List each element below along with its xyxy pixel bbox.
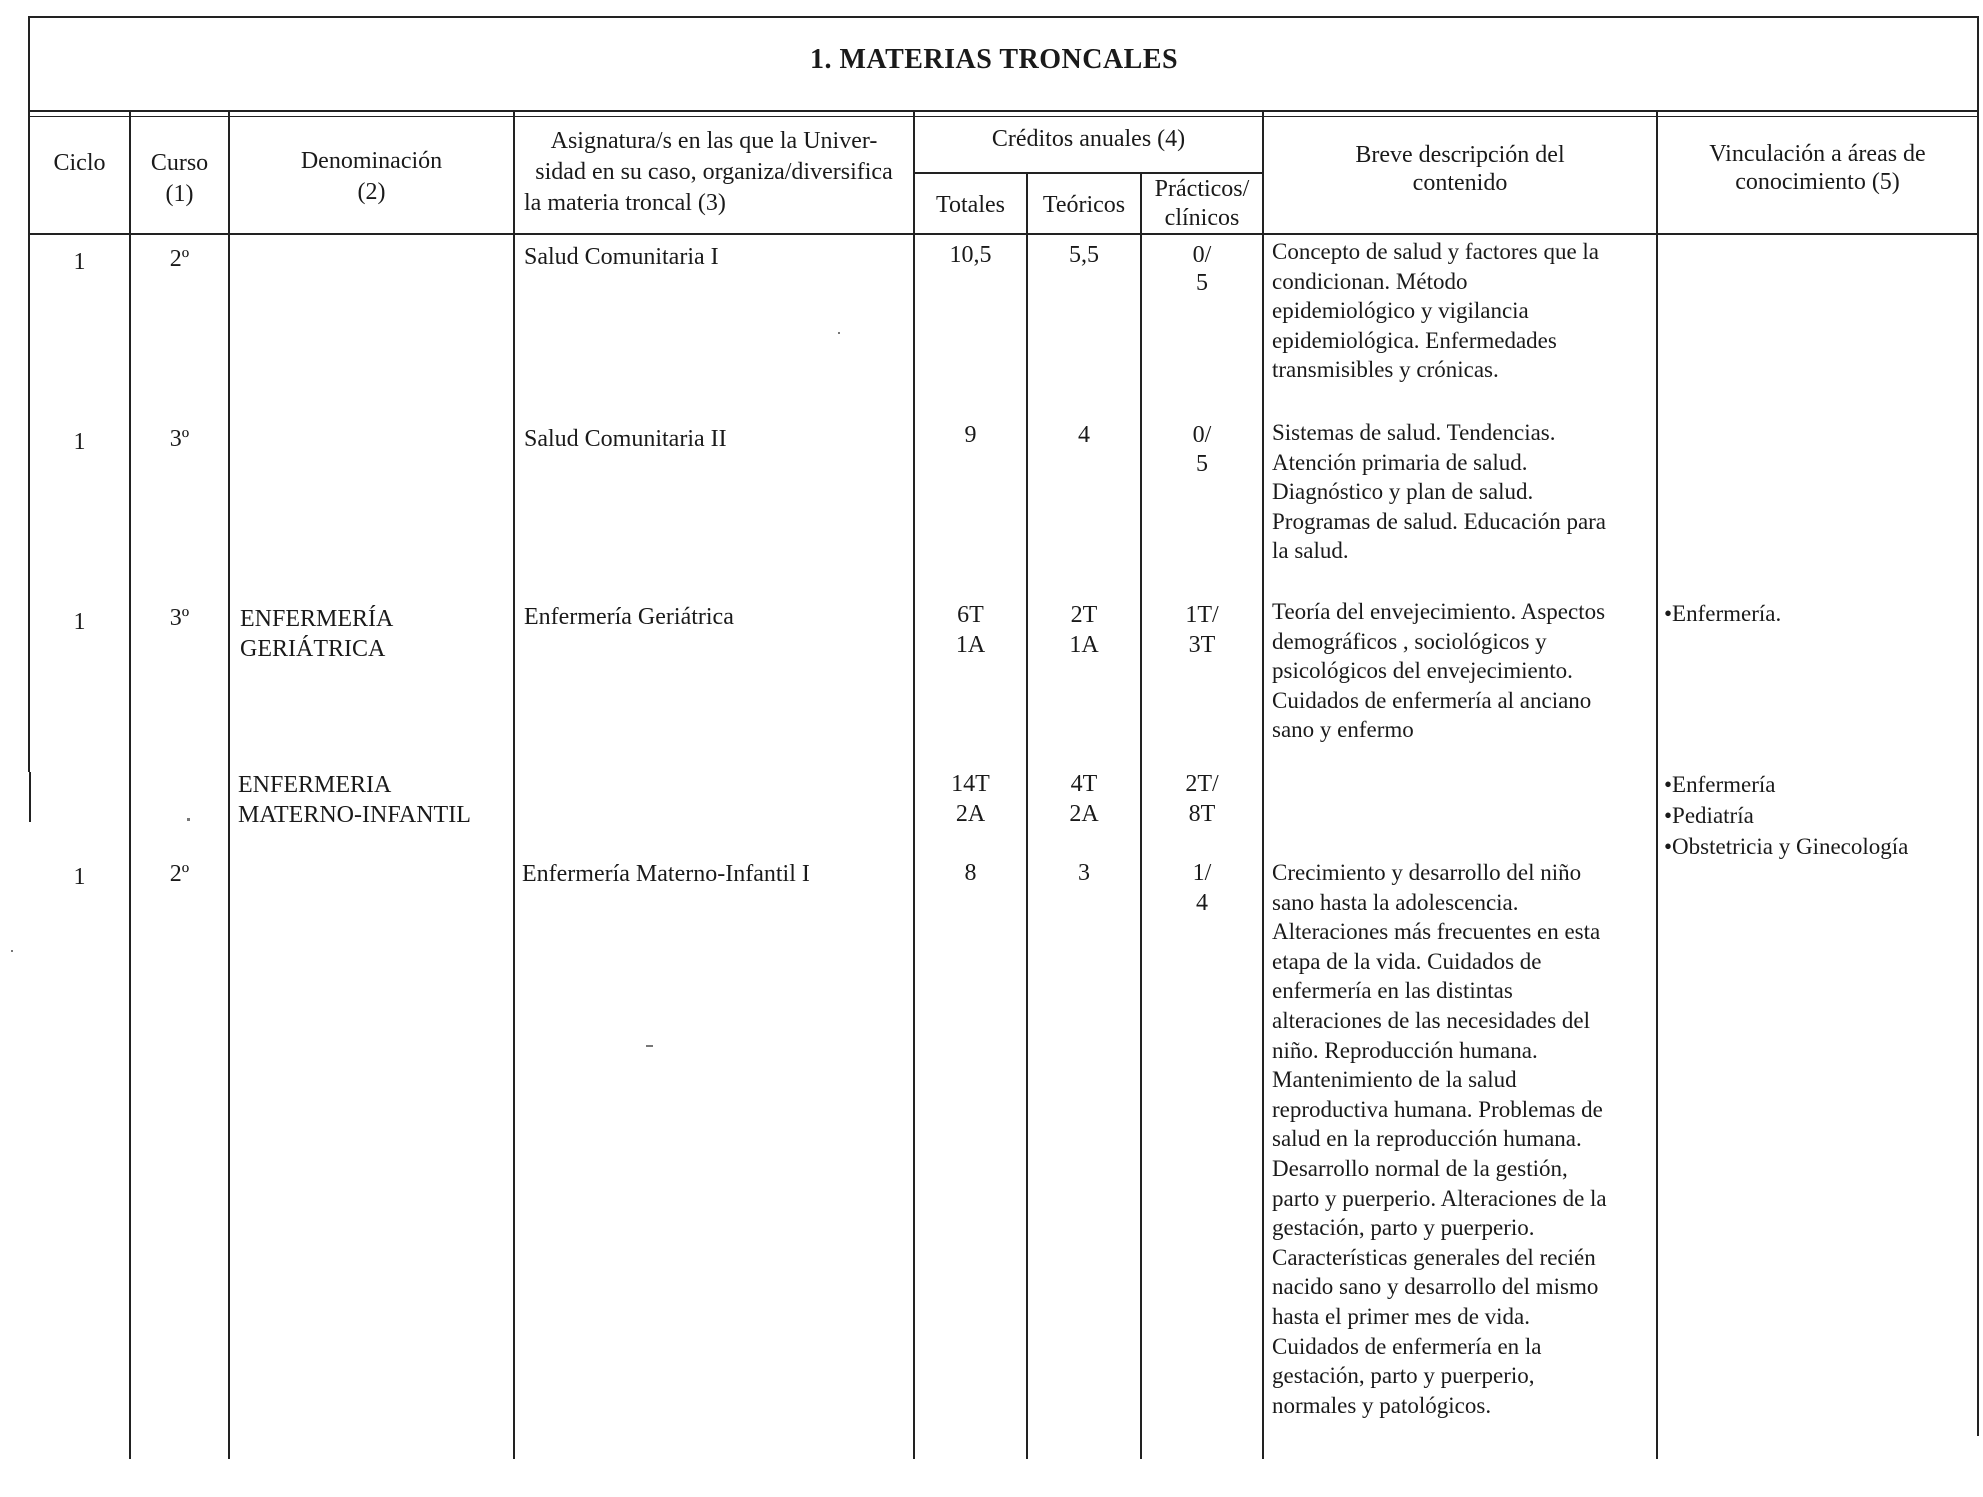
row2-totales: 9 <box>964 422 977 448</box>
row3-area-enfermeria: •Enfermería. <box>1664 601 1782 626</box>
row3-totales-1: 6T <box>957 602 984 628</box>
row5-descripcion-line: gestación, parto y puerperio. <box>1272 1215 1535 1241</box>
col-divider-denominacion <box>513 112 515 1459</box>
row5-descripcion-line: Características generales del recién <box>1272 1244 1596 1270</box>
table-right-border <box>1977 16 1979 1436</box>
header-practicos: Prácticos/ <box>1154 176 1250 202</box>
row5-descripcion-line: salud en la reproducción humana. <box>1272 1126 1582 1152</box>
row5-descripcion-line: enfermería en las distintas <box>1272 978 1513 1004</box>
row1-descripcion <box>1272 237 1599 385</box>
row3-curso: 3º <box>169 605 190 631</box>
row3-ciclo: 1 <box>73 609 86 635</box>
header-bottom-border <box>28 233 1978 235</box>
row2-descripcion-line: Atención primaria de salud. <box>1272 449 1528 475</box>
row5-descripcion-line: Cuidados de enfermería en la <box>1272 1333 1542 1359</box>
row5-descripcion-line: reproductiva humana. Problemas de <box>1272 1096 1603 1122</box>
row1-descripcion-line: epidemiológica. Enfermedades <box>1272 327 1557 353</box>
row1-practicos-2: 5 <box>1196 270 1208 296</box>
header-vinculacion: Vinculación a áreas de <box>1709 141 1926 167</box>
row3-denominacion-2: GERIÁTRICA <box>240 636 386 662</box>
row3-teoricos-2: 1A <box>1069 632 1099 658</box>
header-descripcion-2: contenido <box>1412 170 1508 196</box>
row3-denominacion-1: ENFERMERÍA <box>240 606 394 632</box>
header-descripcion: Breve descripción del <box>1355 142 1565 168</box>
row5-descripcion-line: Crecimiento y desarrollo del niño <box>1272 860 1582 885</box>
row4-practicos-2: 8T <box>1188 801 1216 827</box>
row1-totales: 10,5 <box>949 242 992 268</box>
col-divider-curso <box>228 112 230 1459</box>
row2-curso: 3º <box>169 426 190 452</box>
header-ciclo: Ciclo <box>53 150 106 176</box>
header-asignatura-line2: sidad en su caso, organiza/diversifica <box>535 159 893 185</box>
row5-practicos-2: 4 <box>1196 890 1208 916</box>
table-top-border <box>28 16 1978 18</box>
row2-asignatura: Salud Comunitaria II <box>524 426 727 452</box>
header-asignatura-line1: Asignatura/s en las que la Univer- <box>550 128 878 154</box>
row3-descripcion-line: Teoría del envejecimiento. Aspectos <box>1272 599 1606 624</box>
header-asignatura-line3: la materia troncal (3) <box>524 190 726 216</box>
row2-practicos-2: 5 <box>1196 451 1208 477</box>
header-denominacion: Denominación <box>300 148 443 174</box>
row5-descripcion <box>1272 858 1607 1420</box>
row4-teoricos-1: 4T <box>1070 771 1098 797</box>
header-vinculacion-2: conocimiento (5) <box>1735 169 1900 195</box>
scan-speck <box>646 1045 653 1047</box>
row4-areas <box>1664 769 1908 862</box>
row5-practicos-1: 1/ <box>1192 860 1212 886</box>
row2-ciclo: 1 <box>73 429 86 455</box>
row5-teoricos: 3 <box>1078 860 1090 886</box>
row3-descripcion-line: psicológicos del envejecimiento. <box>1272 658 1573 684</box>
scan-speck <box>187 818 190 821</box>
table-left-border-lower <box>29 772 31 822</box>
header-mid-border <box>28 116 1978 117</box>
row4-totales-1: 14T <box>951 771 990 797</box>
row3-practicos-2: 3T <box>1188 632 1216 658</box>
page-title: 1. MATERIAS TRONCALES <box>810 44 1179 75</box>
row1-descripcion-line: Concepto de salud y factores que la <box>1272 239 1599 264</box>
table-left-border <box>28 16 30 772</box>
area-item: •Pediatría <box>1664 803 1754 828</box>
title-bottom-border <box>28 110 1978 112</box>
row3-practicos-1: 1T/ <box>1185 602 1219 628</box>
row1-curso: 2º <box>169 246 190 272</box>
row3-descripcion-line: demográficos , sociológicos y <box>1272 628 1547 654</box>
row5-descripcion-line: niño. Reproducción humana. <box>1272 1037 1538 1063</box>
header-curso-note: (1) <box>165 181 194 207</box>
row3-descripcion-line: sano y enfermo <box>1272 717 1414 743</box>
row2-teoricos: 4 <box>1078 422 1090 448</box>
row5-ciclo: 1 <box>73 864 86 890</box>
row2-descripcion-line: Sistemas de salud. Tendencias. <box>1272 420 1556 445</box>
row4-practicos-1: 2T/ <box>1185 771 1219 797</box>
row5-descripcion-line: sano hasta la adolescencia. <box>1272 889 1519 915</box>
col-divider-ciclo <box>129 112 131 1459</box>
row1-descripcion-line: transmisibles y crónicas. <box>1272 357 1499 383</box>
row5-descripcion-line: alteraciones de las necesidades del <box>1272 1007 1591 1033</box>
row5-descripcion-line: gestación, parto y puerperio, <box>1272 1363 1535 1389</box>
col-divider-practicos <box>1262 112 1264 1459</box>
row5-descripcion-line: etapa de la vida. Cuidados de <box>1272 948 1542 974</box>
row1-asignatura: Salud Comunitaria I <box>524 244 719 270</box>
row1-descripcion-line: epidemiológico y vigilancia <box>1272 298 1529 324</box>
row1-practicos-1: 0/ <box>1192 242 1212 268</box>
row5-asignatura: Enfermería Materno-Infantil I <box>522 861 810 887</box>
row4-denominacion-1: ENFERMERIA <box>238 772 392 798</box>
row5-descripcion-line: Alteraciones más frecuentes en esta <box>1272 919 1601 945</box>
header-curso: Curso <box>150 150 209 176</box>
row5-descripcion-line: nacido sano y desarrollo del mismo <box>1272 1274 1599 1300</box>
row1-teoricos: 5,5 <box>1069 242 1099 268</box>
row2-descripcion <box>1272 418 1606 566</box>
row2-practicos-1: 0/ <box>1192 422 1212 448</box>
row1-descripcion-line: condicionan. Método <box>1272 268 1468 294</box>
area-item: •Enfermería <box>1664 772 1776 797</box>
area-item: •Obstetricia y Ginecología <box>1664 834 1909 859</box>
header-denominacion-note: (2) <box>357 179 386 205</box>
scan-speck <box>838 332 840 334</box>
header-teoricos: Teóricos <box>1042 192 1126 218</box>
row4-denominacion-2: MATERNO-INFANTIL <box>238 802 471 828</box>
row2-descripcion-line: la salud. <box>1272 538 1349 564</box>
row3-teoricos-1: 2T <box>1070 602 1098 628</box>
header-totales: Totales <box>936 192 1005 218</box>
row3-totales-2: 1A <box>955 632 986 658</box>
row5-descripcion-line: parto y puerperio. Alteraciones de la <box>1272 1185 1607 1211</box>
scan-speck <box>11 950 13 952</box>
row2-descripcion-line: Programas de salud. Educación para <box>1272 508 1607 534</box>
row2-descripcion-line: Diagnóstico y plan de salud. <box>1272 479 1534 505</box>
row3-descripcion <box>1272 597 1605 745</box>
row5-curso: 2º <box>169 861 190 887</box>
row4-teoricos-2: 2A <box>1069 801 1099 827</box>
row5-descripcion-line: hasta el primer mes de vida. <box>1272 1303 1531 1329</box>
row5-descripcion-line: Mantenimiento de la salud <box>1272 1067 1517 1093</box>
row5-totales: 8 <box>964 860 977 886</box>
row1-ciclo: 1 <box>73 249 86 275</box>
col-divider-descripcion <box>1656 112 1658 1459</box>
header-clinicos: clínicos <box>1164 205 1240 231</box>
header-creditos: Créditos anuales (4) <box>991 126 1186 152</box>
row3-descripcion-line: Cuidados de enfermería al anciano <box>1272 687 1592 713</box>
row4-totales-2: 2A <box>955 801 986 827</box>
row5-descripcion-line: Desarrollo normal de la gestión, <box>1272 1155 1568 1181</box>
row3-asignatura: Enfermería Geriátrica <box>524 604 734 630</box>
row5-descripcion-line: normales y patológicos. <box>1272 1392 1492 1418</box>
